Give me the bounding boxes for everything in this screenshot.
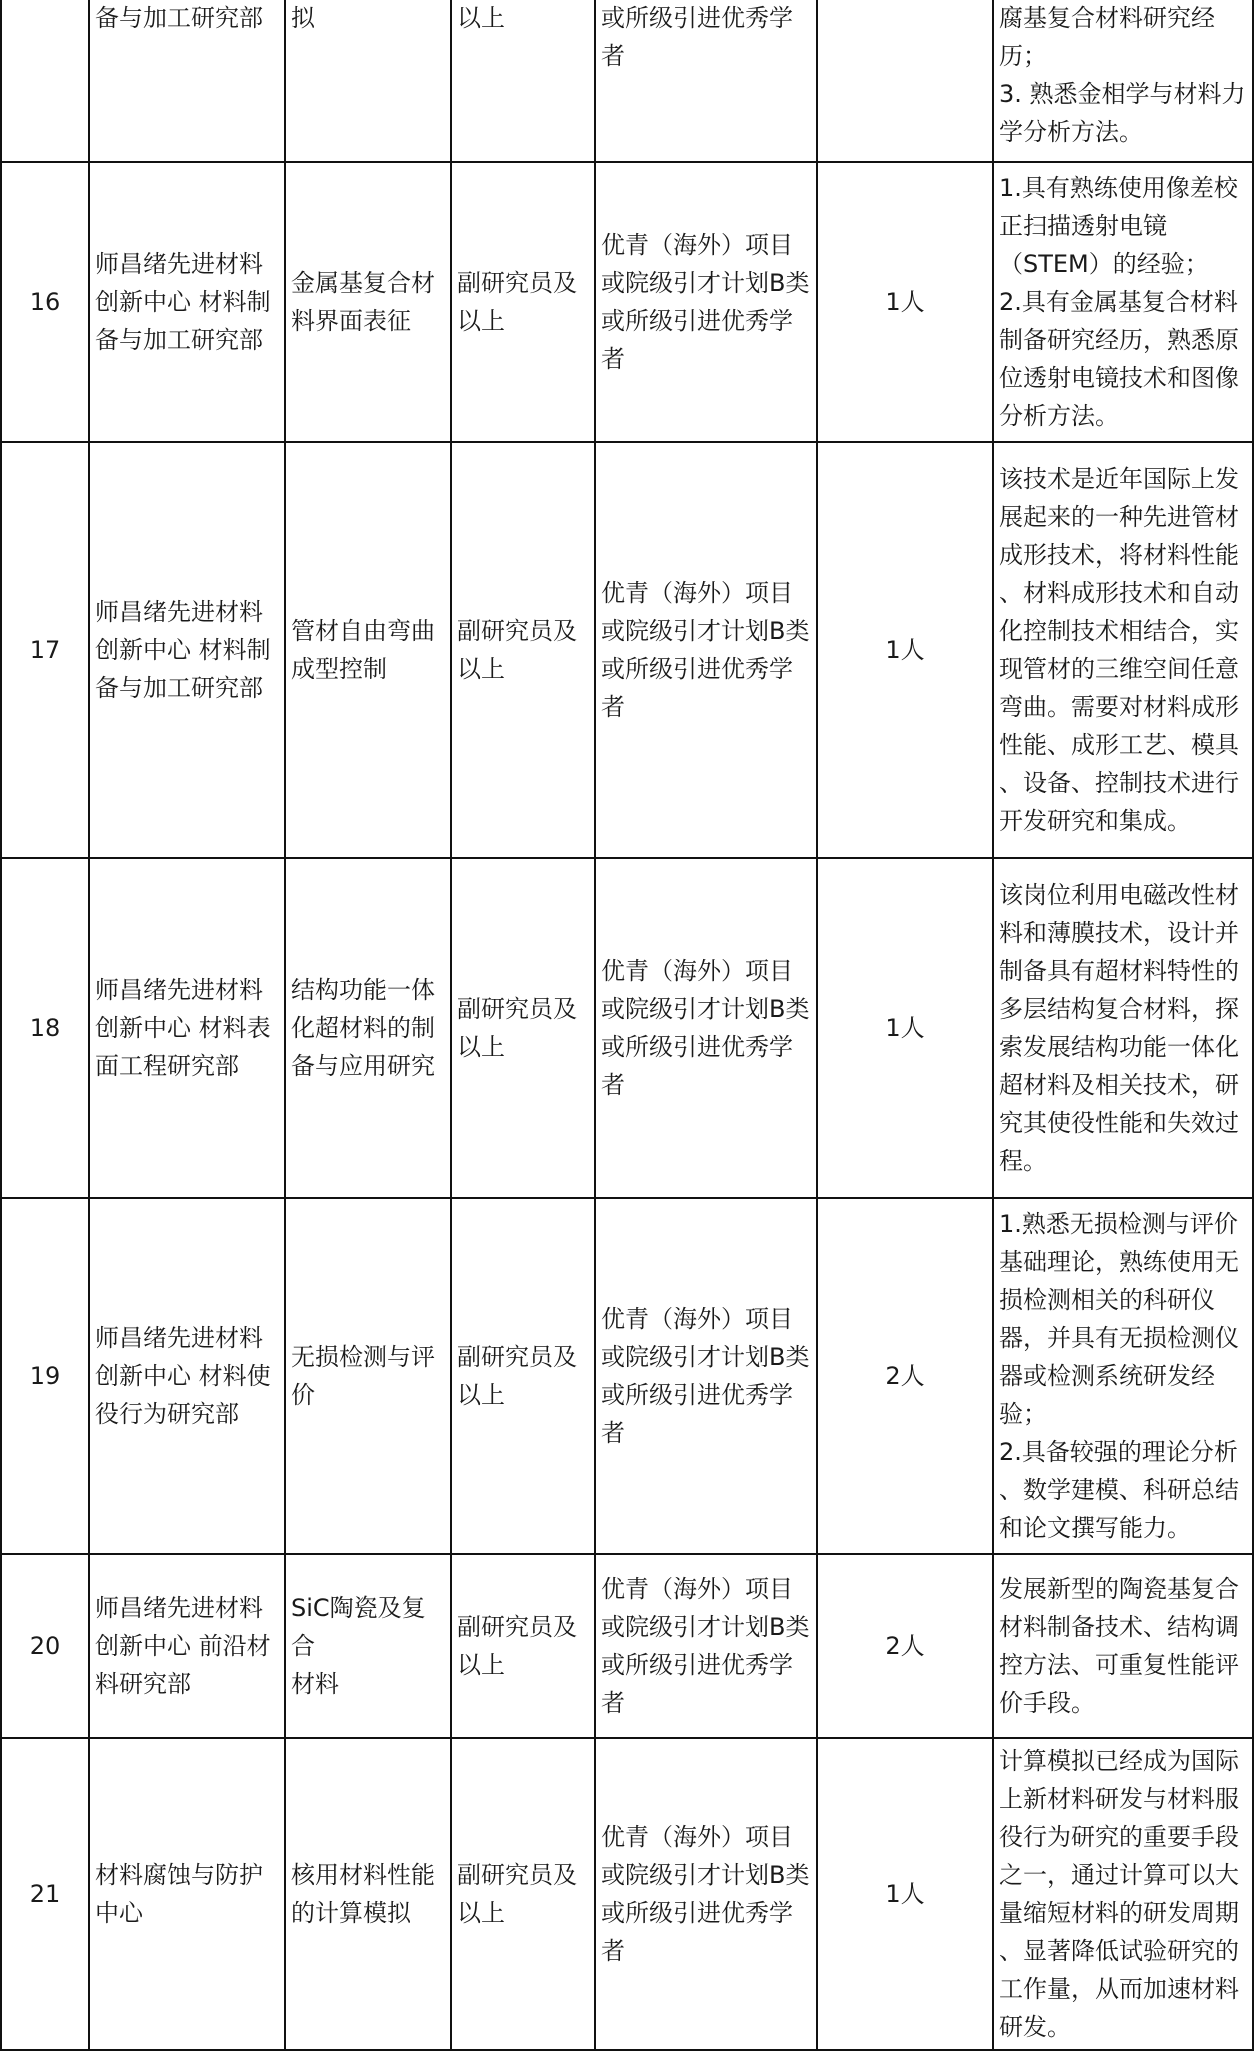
talent-program-cell: 优青（海外）项目 或院级引才计划B类 或所级引进优秀学者 [595, 1198, 817, 1554]
row-number: 16 [1, 162, 89, 442]
headcount-cell [817, 0, 993, 162]
headcount-cell: 2人 [817, 1554, 993, 1738]
row-number: 18 [1, 858, 89, 1198]
requirements-cell: 计算模拟已经成为国际 上新材料研发与材料服 役行为研究的重要手段 之一，通过计算可以大 量缩短材料的研发周期 、显著降低试验研究的 工作量，从而加速材料 研发。 [993, 1738, 1253, 2050]
headcount-cell: 1人 [817, 1738, 993, 2050]
department-cell: 师昌绪先进材料 创新中心 材料使 役行为研究部 [89, 1198, 285, 1554]
requirements-cell: 1.具有熟练使用像差校 正扫描透射电镜 （STEM）的经验； 2.具有金属基复合材料 制备研究经历，熟悉原 位透射电镜技术和图像 分析方法。 [993, 162, 1253, 442]
position-cell: 结构功能一体 化超材料的制 备与应用研究 [285, 858, 451, 1198]
requirements-cell: 该岗位利用电磁改性材 料和薄膜技术，设计并 制备具有超材料特性的 多层结构复合材料，探 索发展结构功能一体化 超材料及相关技术，研 究其使役性能和失效过 程。 [993, 858, 1253, 1198]
table-row [1, 0, 1253, 162]
row-number: 17 [1, 442, 89, 858]
title-cell: 副研究员及 以上 [451, 1554, 595, 1738]
headcount-cell: 1人 [817, 858, 993, 1198]
title-cell: 副研究员及 以上 [451, 858, 595, 1198]
table-row [1, 1738, 1253, 2050]
requirements-cell: 1.熟悉无损检测与评价 基础理论，熟练使用无 损检测相关的科研仪 器，并具有无损检测仪 器或检测系统研发经 验； 2.具备较强的理论分析 、数学建模、科研总结 和论文撰写能力。 [993, 1198, 1253, 1554]
department-cell: 师昌绪先进材料 创新中心 材料制 备与加工研究部 [89, 442, 285, 858]
headcount-cell: 1人 [817, 162, 993, 442]
position-cell: 拟 [285, 0, 451, 162]
table-row [1, 1554, 1253, 1738]
row-number: 21 [1, 1738, 89, 2050]
talent-program-cell: 优青（海外）项目 或院级引才计划B类 或所级引进优秀学者 [595, 162, 817, 442]
requirements-cell: 发展新型的陶瓷基复合 材料制备技术、结构调 控方法、可重复性能评 价手段。 [993, 1554, 1253, 1738]
title-cell: 副研究员及 以上 [451, 1198, 595, 1554]
table-row [1, 1198, 1253, 1554]
row-number [1, 0, 89, 162]
headcount-cell: 2人 [817, 1198, 993, 1554]
position-cell: 管材自由弯曲 成型控制 [285, 442, 451, 858]
position-cell: 金属基复合材 料界面表征 [285, 162, 451, 442]
talent-program-cell: 优青（海外）项目 或院级引才计划B类 或所级引进优秀学者 [595, 442, 817, 858]
department-cell: 备与加工研究部 [89, 0, 285, 162]
talent-program-cell: 或所级引进优秀学者 [595, 0, 817, 162]
department-cell: 材料腐蚀与防护 中心 [89, 1738, 285, 2050]
department-cell: 师昌绪先进材料 创新中心 材料表 面工程研究部 [89, 858, 285, 1198]
row-number: 19 [1, 1198, 89, 1554]
title-cell: 副研究员及 以上 [451, 442, 595, 858]
table-row [1, 858, 1253, 1198]
department-cell: 师昌绪先进材料 创新中心 前沿材 料研究部 [89, 1554, 285, 1738]
headcount-cell: 1人 [817, 442, 993, 858]
department-cell: 师昌绪先进材料 创新中心 材料制 备与加工研究部 [89, 162, 285, 442]
row-number: 20 [1, 1554, 89, 1738]
talent-program-cell: 优青（海外）项目 或院级引才计划B类 或所级引进优秀学者 [595, 1738, 817, 2050]
requirements-cell: 腐基复合材料研究经 历； 3. 熟悉金相学与材料力 学分析方法。 [993, 0, 1253, 162]
title-cell: 以上 [451, 0, 595, 162]
table-row [1, 442, 1253, 858]
title-cell: 副研究员及 以上 [451, 1738, 595, 2050]
position-cell: SiC陶瓷及复合 材料 [285, 1554, 451, 1738]
title-cell: 副研究员及 以上 [451, 162, 595, 442]
talent-program-cell: 优青（海外）项目 或院级引才计划B类 或所级引进优秀学者 [595, 1554, 817, 1738]
position-cell: 无损检测与评 价 [285, 1198, 451, 1554]
requirements-cell: 该技术是近年国际上发 展起来的一种先进管材 成形技术，将材料性能 、材料成形技术和自动 化控制技术相结合，实 现管材的三维空间任意 弯曲。需要对材料成形 性能、成形工艺、模具 、设备、控制技术进行 开发研究和集成。 [993, 442, 1253, 858]
table-row [1, 162, 1253, 442]
talent-program-cell: 优青（海外）项目 或院级引才计划B类 或所级引进优秀学者 [595, 858, 817, 1198]
position-cell: 核用材料性能 的计算模拟 [285, 1738, 451, 2050]
